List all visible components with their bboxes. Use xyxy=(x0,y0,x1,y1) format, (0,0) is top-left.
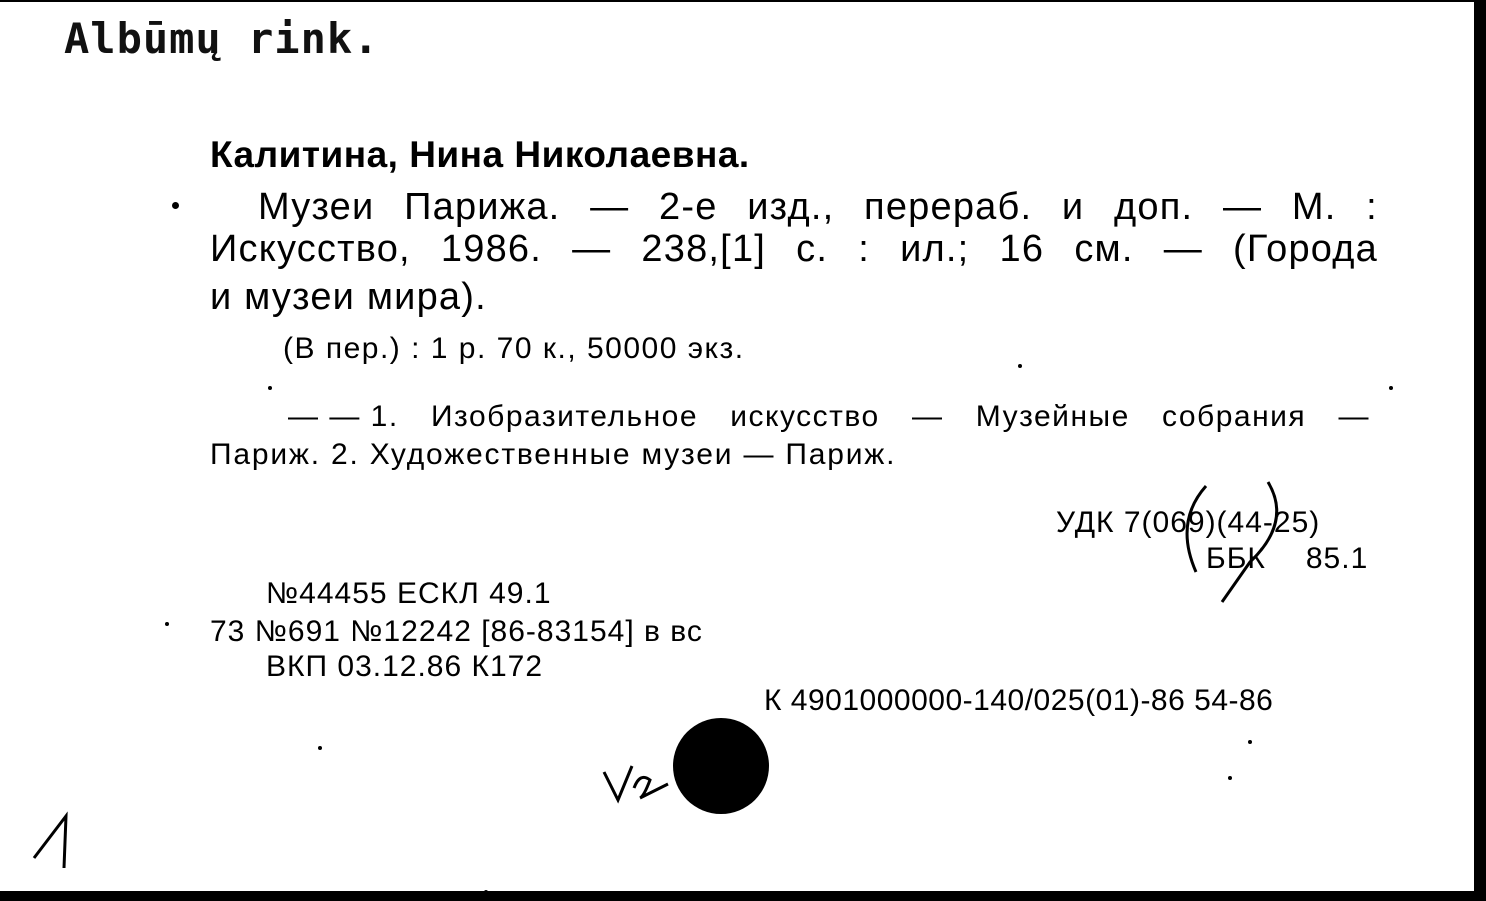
title-line-1 xyxy=(258,188,1378,226)
word: — xyxy=(1338,400,1370,433)
speck xyxy=(1248,740,1252,744)
accession-line-3: ВКП 03.12.86 К172 xyxy=(266,650,544,683)
word: изд., xyxy=(747,186,835,228)
handwritten-initials-mark xyxy=(604,766,668,800)
speck xyxy=(318,746,322,750)
speck xyxy=(1018,364,1022,368)
word: искусство xyxy=(730,400,880,433)
word: ил.; xyxy=(900,228,970,270)
word: см. xyxy=(1074,228,1134,270)
publisher-code: К 4901000000-140/025(01)-86 54-86 xyxy=(764,684,1274,717)
stamp-label: Albūmų rink. xyxy=(64,14,380,63)
word: и xyxy=(1061,186,1085,228)
accession-line-2: 73 №691 №12242 [86-83154] в вс xyxy=(210,615,703,648)
word: доп. xyxy=(1114,186,1194,228)
accession-line-1: №44455 ЕСКЛ 49.1 xyxy=(266,577,552,610)
word: — xyxy=(590,186,630,228)
speck xyxy=(1389,386,1393,390)
author-heading: Калитина, Нина Николаевна. xyxy=(210,134,750,175)
word: с. xyxy=(796,228,829,270)
price-line: (В пер.) : 1 р. 70 к., 50000 экз. xyxy=(283,332,745,365)
word: собрания xyxy=(1162,400,1307,433)
bbk-value: 85.1 xyxy=(1305,542,1369,575)
word: : xyxy=(858,228,870,270)
speck xyxy=(165,622,169,626)
title-line-3: и музеи мира). xyxy=(210,276,487,318)
udk-code: УДК 7(069)(44-25) xyxy=(1056,506,1321,539)
word: — xyxy=(911,400,944,433)
bullet-mark xyxy=(172,202,179,209)
word: Искусство, xyxy=(210,228,411,270)
word: 1986. xyxy=(440,228,542,270)
speck xyxy=(1228,776,1232,780)
word: Музеи xyxy=(258,186,375,228)
word: Изобразительное xyxy=(430,400,699,433)
word: — xyxy=(1222,186,1263,228)
subjects-line-2: Париж. 2. Художественные музеи — Париж. xyxy=(210,438,897,471)
word: (Города xyxy=(1233,228,1378,270)
bbk-label: ББК xyxy=(1206,542,1266,575)
bbk-code xyxy=(1206,542,1368,576)
title-line-2 xyxy=(210,230,1378,268)
word: 2-е xyxy=(659,186,718,228)
word: Музейные xyxy=(975,400,1130,433)
word: — — 1. xyxy=(288,400,399,433)
speck xyxy=(268,386,272,390)
word: — xyxy=(572,228,612,270)
word: — xyxy=(1163,228,1203,270)
speck xyxy=(484,890,488,894)
word: Парижа. xyxy=(404,186,561,228)
word: 16 xyxy=(999,228,1045,270)
handwritten-number-mark xyxy=(34,816,66,868)
word: : xyxy=(1366,186,1378,228)
word: перераб. xyxy=(864,186,1033,228)
word: М. xyxy=(1291,186,1337,228)
black-dot-mark xyxy=(673,718,769,814)
subjects-line-1 xyxy=(288,400,1370,434)
word: 238,[1] xyxy=(641,228,767,270)
